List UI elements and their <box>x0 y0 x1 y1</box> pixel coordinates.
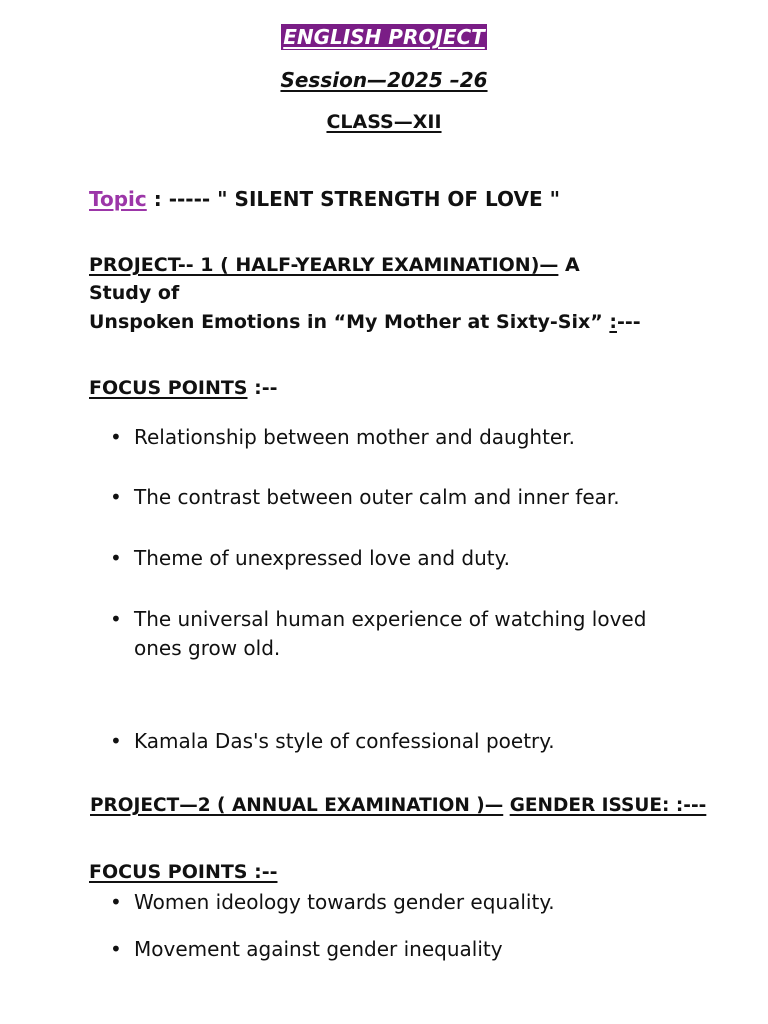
focus-point-text: The universal human experience of watching loved <box>134 607 647 631</box>
project1-focus-list <box>110 423 646 756</box>
focus-point-text: Relationship between mother and daughter. <box>134 425 575 449</box>
list-item <box>110 605 646 663</box>
session-text: Session—2025 –26 <box>280 68 488 92</box>
list-item <box>110 935 555 964</box>
topic-value: " SILENT STRENGTH OF LOVE " <box>217 187 561 211</box>
project1-line3-main: Unspoken Emotions in “My Mother at Sixty-Six” <box>89 311 610 333</box>
topic-line <box>89 187 560 211</box>
project2-heading <box>90 795 706 816</box>
focus-point-text: Women ideology towards gender equality. <box>134 890 555 914</box>
class-line <box>0 111 768 133</box>
list-item <box>110 544 646 573</box>
project2-heading-part2: GENDER ISSUE: :--- <box>509 795 707 816</box>
bullet-icon: • <box>110 890 122 914</box>
project1-heading <box>89 254 580 276</box>
topic-separator: : ----- <box>146 187 218 211</box>
focus-point-text: Kamala Das's style of confessional poetry. <box>134 729 555 753</box>
project1-line3-colon: : <box>609 311 617 333</box>
bullet-icon: • <box>110 425 122 449</box>
project1-line3-dashes: --- <box>616 311 641 333</box>
focus-point-text: The contrast between outer calm and inner fear. <box>134 485 620 509</box>
project1-heading-underlined: PROJECT-- 1 ( HALF-YEARLY EXAMINATION)— <box>89 254 559 276</box>
project2-focus-label: FOCUS POINTS :-- <box>89 861 278 883</box>
bullet-icon: • <box>110 485 122 509</box>
list-item <box>110 888 555 917</box>
session-line <box>0 68 768 92</box>
bullet-icon: • <box>110 607 122 631</box>
project-title <box>0 25 768 49</box>
project2-heading-part1: PROJECT—2 ( ANNUAL EXAMINATION )— <box>90 795 504 816</box>
project1-focus-suffix: :-- <box>247 377 278 399</box>
focus-point-text: Theme of unexpressed love and duty. <box>134 546 510 570</box>
bullet-icon: • <box>110 937 122 961</box>
focus-point-text: Movement against gender inequality <box>134 937 503 961</box>
project2-focus-heading <box>89 861 277 883</box>
list-item <box>110 727 646 756</box>
topic-link[interactable]: Topic <box>89 187 147 211</box>
project1-focus-label: FOCUS POINTS <box>89 377 248 399</box>
project-title-text: ENGLISH PROJECT <box>283 25 485 49</box>
project2-focus-list <box>110 888 555 964</box>
class-text: CLASS—XII <box>326 111 442 133</box>
bullet-icon: • <box>110 546 122 570</box>
project1-line3 <box>89 311 641 333</box>
project1-heading-rest: A <box>558 254 580 276</box>
list-item <box>110 423 646 452</box>
project1-line2: Study of <box>89 282 180 304</box>
bullet-icon: • <box>110 729 122 753</box>
focus-point-text-cont: ones grow old. <box>134 636 281 660</box>
project1-focus-heading <box>89 377 277 399</box>
list-item <box>110 483 646 512</box>
